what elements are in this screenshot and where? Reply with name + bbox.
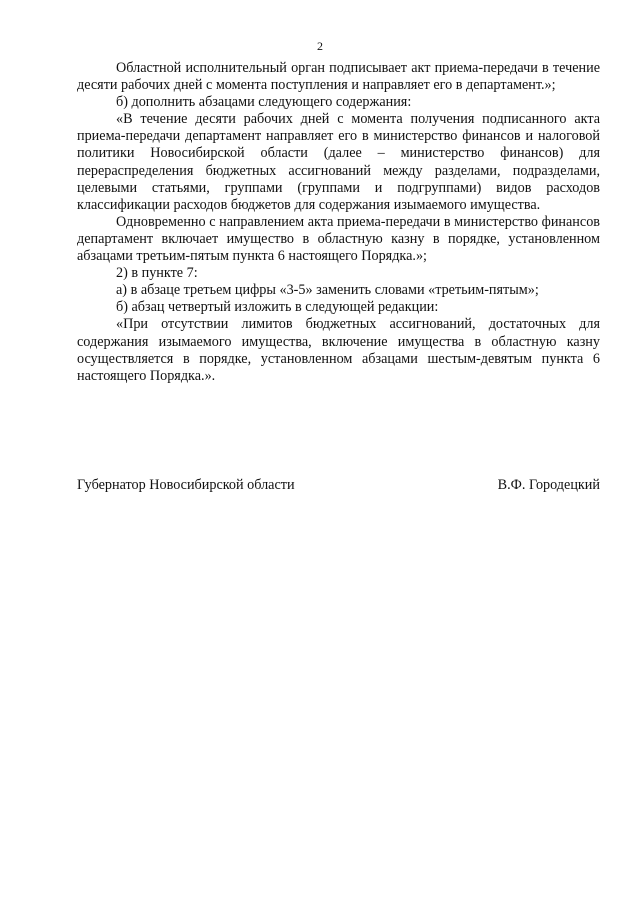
paragraph-6: а) в абзаце третьем цифры «3-5» заменить словами «третьим-пятым»; <box>116 282 539 299</box>
document-body <box>77 60 600 385</box>
paragraph-1: Областной исполнительный орган подписывает акт приема-передачи в течение десяти рабочих дней с момента поступления и направляет его в департамент.»; <box>77 60 600 94</box>
signature-block <box>77 477 600 494</box>
signatory-name: В.Ф. Городецкий <box>497 477 600 493</box>
paragraph-3: «В течение десяти рабочих дней с момента получения подписанного акта приема-передачи департамент направляет его в министерство финансов и налоговой политики Новосибирской области (далее – министерство финансов) для перераспределения бюджетных ассигнований между разделами, подразделами, целевыми статьями, группами (группами и подгруппами) видов расходов классификации расходов бюджетов для содержания изымаемого имущества. <box>77 111 600 213</box>
signatory-position: Губернатор Новосибирской области <box>77 477 295 493</box>
page-number: 2 <box>317 39 323 53</box>
paragraph-5: 2) в пункте 7: <box>116 265 198 282</box>
paragraph-4: Одновременно с направлением акта приема-передачи в министерство финансов департамент включает имущество в областную казну в порядке, установленном абзацами третьим-пятым пункта 6 настоящего Порядка.»; <box>77 213 600 265</box>
paragraph-8: «При отсутствии лимитов бюджетных ассигнований, достаточных для содержания изымаемого имущества, включение имущества в областную казну осуществляется в порядке, установленном абзацами шестым-девятым пункта 6 настоящего Порядка.». <box>77 316 600 384</box>
paragraph-2: б) дополнить абзацами следующего содержания: <box>116 94 412 111</box>
paragraph-7: б) абзац четвертый изложить в следующей редакции: <box>116 299 439 316</box>
